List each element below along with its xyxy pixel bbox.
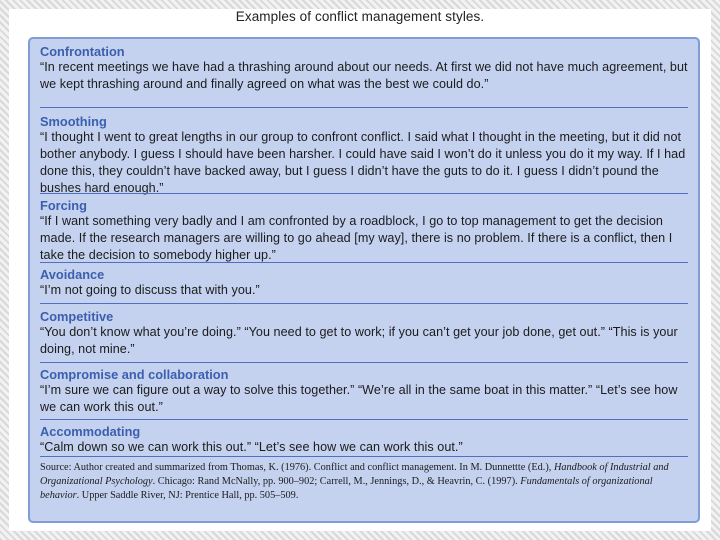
divider [40, 419, 688, 420]
source-text: Source: Author created and summarized from Thomas, K. (1976). Conflict and conflict management. In M. Dunnettte (Ed.), [40, 462, 554, 473]
section-competitive [40, 309, 688, 358]
section-quote: “If I want something very badly and I am confronted by a roadblock, I go to top management to get the decision made. If the research managers are willing to go ahead [my way], there is no problem. If there is a conflict, then I take the decision to somebody higher up.” [40, 214, 673, 262]
divider [40, 362, 688, 363]
section-quote: “Calm down so we can work this out.” “Let’s see how we can work this out.” [40, 440, 463, 454]
section-title: Forcing [40, 198, 87, 213]
section-quote: “In recent meetings we have had a thrashing around about our needs. At first we did not have much agreement, but we kept thrashing around and finally agreed on what was the best we could do.” [40, 60, 688, 91]
section-avoidance [40, 267, 688, 299]
section-title: Accommodating [40, 424, 141, 439]
section-quote: “You don’t know what you’re doing.” “You need to get to work; if you can’t get your job done, get out.” “This is your doing, not mine.” [40, 325, 678, 356]
section-confrontation [40, 44, 688, 93]
section-quote: “I’m sure we can figure out a way to solve this together.” “We’re all in the same boat in this matter.” “Let’s see how we can work this out.” [40, 383, 678, 414]
section-title: Smoothing [40, 114, 107, 129]
section-accommodating [40, 424, 688, 456]
source-book-title: Handbook of Industrial and Organizational Psychology [40, 462, 669, 487]
section-title: Compromise and collaboration [40, 367, 229, 382]
section-title: Avoidance [40, 267, 105, 282]
source-text: . Upper Saddle River, NJ: Prentice Hall, pp. 505–509. [76, 490, 299, 501]
divider [40, 303, 688, 304]
section-forcing [40, 198, 688, 264]
section-smoothing [40, 114, 688, 197]
divider [40, 107, 688, 108]
source-citation [40, 461, 688, 503]
section-compromise-collaboration [40, 367, 688, 416]
section-title: Competitive [40, 309, 114, 324]
page-title: Examples of conflict management styles. [235, 9, 485, 24]
divider [40, 456, 688, 457]
section-title: Confrontation [40, 44, 125, 59]
section-quote: “I’m not going to discuss that with you.” [40, 283, 260, 297]
divider [40, 193, 688, 194]
divider [40, 262, 688, 263]
source-text: . Chicago: Rand McNally, pp. 900–902; Carrell, M., Jennings, D., & Heavrin, C. (1997). [152, 476, 521, 487]
section-quote: “I thought I went to great lengths in our group to confront conflict. I said what I thought in the meeting, but it did not bother anybody. I guess I should have been harsher. I could have said I won’t do it unless you do it my way. If I had done this, they couldn’t have backed away, but I guess I didn’t have the guts to do it. I guess I didn’t pound the bushes hard enough.” [40, 130, 686, 195]
source-book-title: Fundamentals of organizational behavior [40, 476, 653, 501]
conflict-styles-panel [28, 37, 700, 523]
